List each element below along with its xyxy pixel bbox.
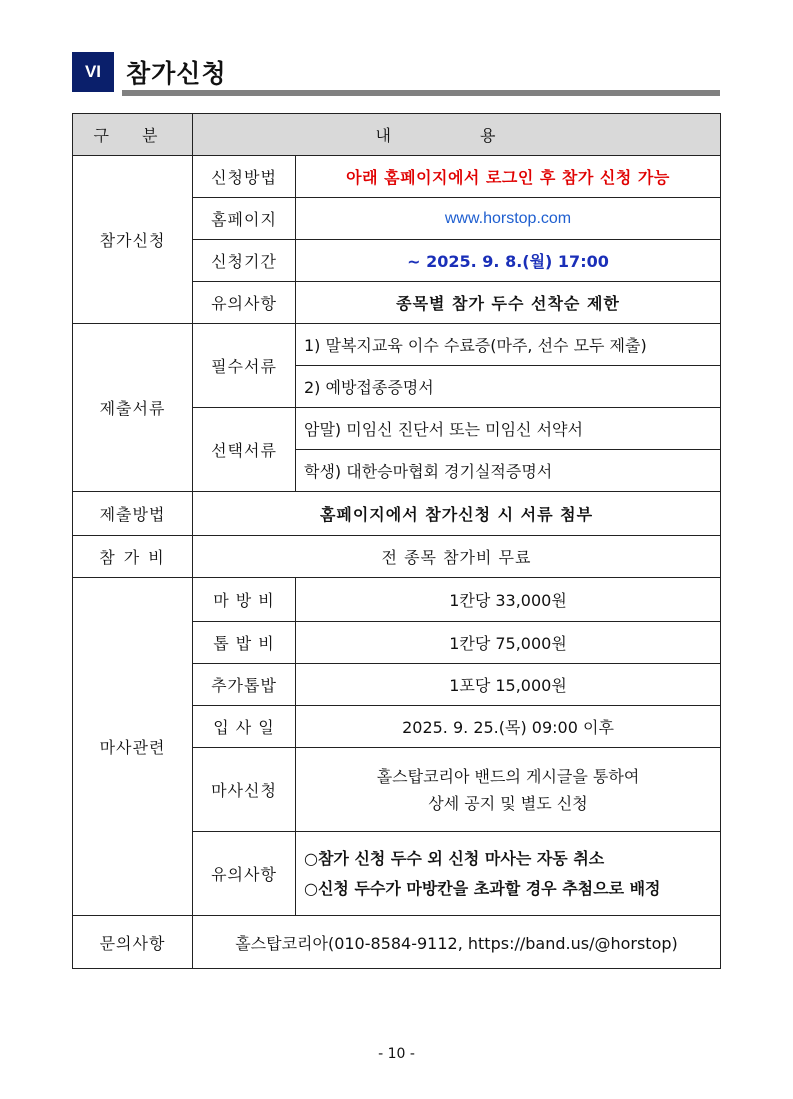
value-stall-fee: 1칸당 33,000원	[296, 578, 721, 622]
table-row	[73, 492, 721, 536]
required-doc-2: 2) 예방접종증명서	[296, 366, 721, 408]
table-row	[73, 536, 721, 578]
table-row	[73, 578, 721, 622]
category-contact: 문의사항	[73, 916, 193, 969]
value-fee: 전 종목 참가비 무료	[193, 536, 721, 578]
value-stable-caution	[296, 832, 721, 916]
label-period: 신청기간	[193, 240, 296, 282]
section-number-badge: VI	[72, 52, 114, 92]
value-stable-apply	[296, 748, 721, 832]
table-row	[73, 156, 721, 198]
section-header	[72, 52, 720, 98]
label-homepage: 홈페이지	[193, 198, 296, 240]
label-extra-bedding: 추가톱밥	[193, 664, 296, 706]
stable-apply-line-2: 상세 공지 및 별도 신청	[428, 793, 588, 813]
category-entry: 참가신청	[73, 156, 193, 324]
category-submit: 제출방법	[73, 492, 193, 536]
homepage-link[interactable]: www.horstop.com	[296, 198, 721, 240]
value-caution: 종목별 참가 두수 선착순 제한	[296, 282, 721, 324]
section-title-underline	[122, 90, 720, 96]
label-stable-caution: 유의사항	[193, 832, 296, 916]
category-stable: 마사관련	[73, 578, 193, 916]
label-bedding-fee: 톱 밥 비	[193, 622, 296, 664]
application-info-table	[72, 113, 721, 969]
value-submit: 홈페이지에서 참가신청 시 서류 첨부	[193, 492, 721, 536]
optional-doc-2: 학생) 대한승마협회 경기실적증명서	[296, 450, 721, 492]
table-row	[73, 916, 721, 969]
label-method: 신청방법	[193, 156, 296, 198]
required-doc-1: 1) 말복지교육 이수 수료증(마주, 선수 모두 제출)	[296, 324, 721, 366]
value-bedding-fee: 1칸당 75,000원	[296, 622, 721, 664]
value-contact: 홀스탑코리아(010-8584-9112, https://band.us/@horstop)	[193, 916, 721, 969]
value-method: 아래 홈페이지에서 로그인 후 참가 신청 가능	[296, 156, 721, 198]
category-fee: 참 가 비	[73, 536, 193, 578]
optional-doc-1: 암말) 미임신 진단서 또는 미임신 서약서	[296, 408, 721, 450]
header-category: 구 분	[73, 114, 193, 156]
label-stable-apply: 마사신청	[193, 748, 296, 832]
stable-caution-line-1: ○참가 신청 두수 외 신청 마사는 자동 취소	[304, 848, 605, 868]
table-row	[73, 324, 721, 366]
label-optional-docs: 선택서류	[193, 408, 296, 492]
stable-apply-line-1: 홀스탑코리아 밴드의 게시글을 통하여	[376, 766, 640, 786]
value-arrival: 2025. 9. 25.(목) 09:00 이후	[296, 706, 721, 748]
category-documents: 제출서류	[73, 324, 193, 492]
label-caution: 유의사항	[193, 282, 296, 324]
page-number: - 10 -	[378, 1046, 415, 1062]
value-extra-bedding: 1포당 15,000원	[296, 664, 721, 706]
section-title: 참가신청	[126, 59, 227, 88]
table-header-row	[73, 114, 721, 156]
stable-caution-line-2: ○신청 두수가 마방칸을 초과할 경우 추첨으로 배정	[304, 878, 661, 898]
value-period: ~ 2025. 9. 8.(월) 17:00	[296, 240, 721, 282]
label-required-docs: 필수서류	[193, 324, 296, 408]
label-stall-fee: 마 방 비	[193, 578, 296, 622]
header-content: 내 용	[193, 114, 721, 156]
label-arrival: 입 사 일	[193, 706, 296, 748]
